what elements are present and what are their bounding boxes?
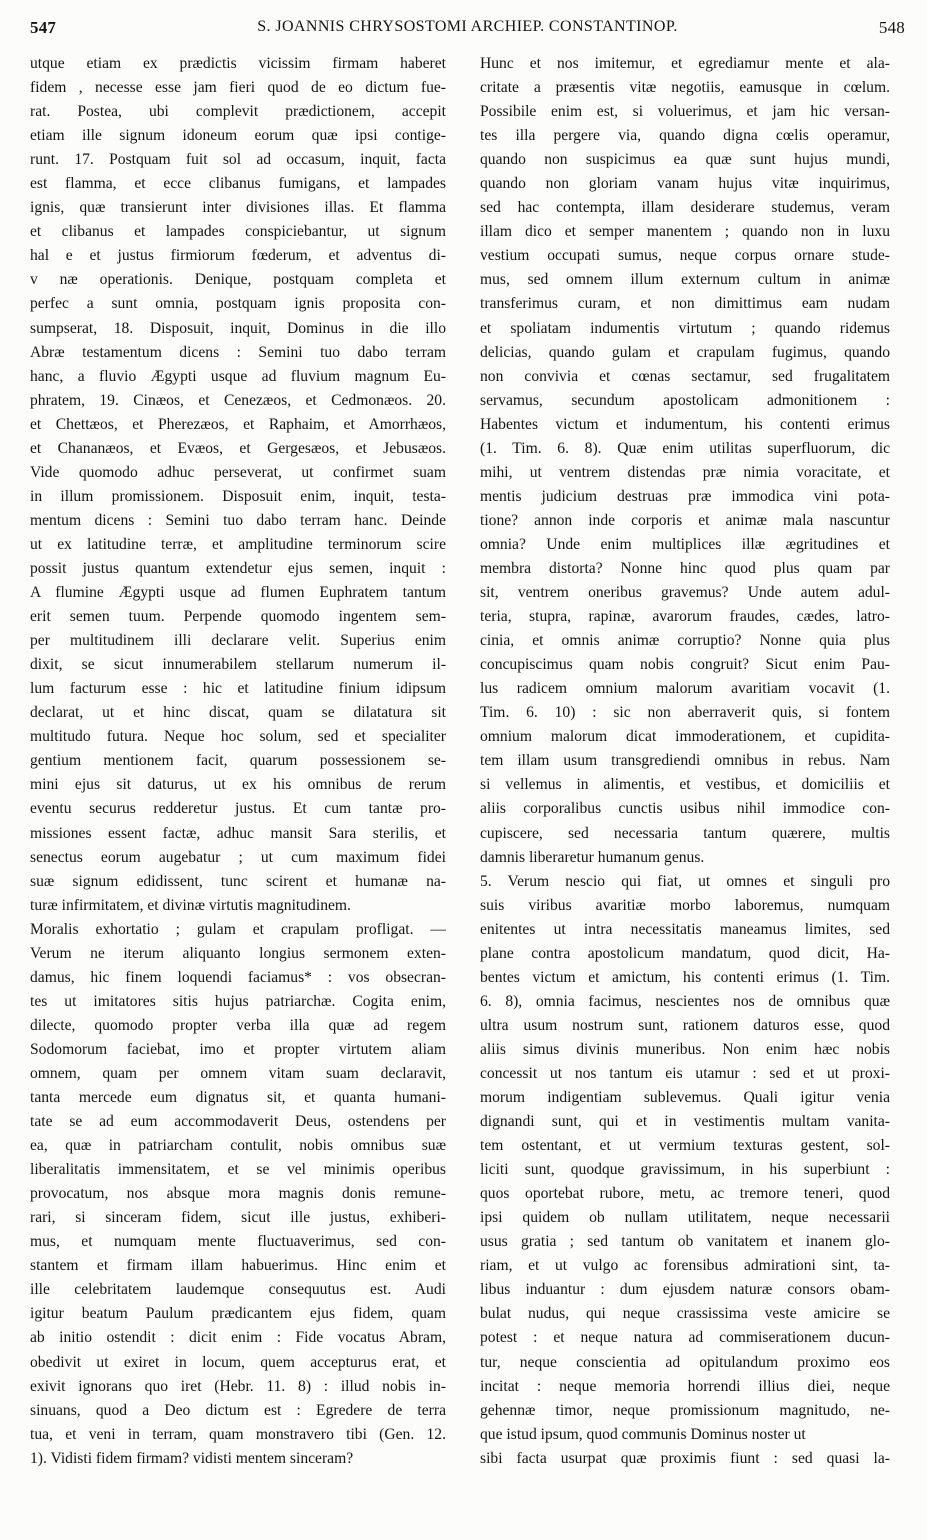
text-line: ultra usum nostrum sunt, rationem daturos esse, quod — [480, 1016, 890, 1034]
text-line: tua, et veni in terram, quam monstravero tibi (Gen. 12. — [30, 1425, 446, 1443]
text-line: est flamma, et ecce clibanus fumigans, et lampades — [30, 175, 446, 193]
text-line: non convivia et cœnas sectamur, sed frugalitatem — [480, 367, 890, 385]
text-line: A flumine Ægypti usque ad flumen Euphratem tantum — [30, 584, 446, 602]
text-line: tem ostentant, et ut vermium texturas gestent, sol- — [480, 1137, 890, 1155]
text-line: cinia, et omnis animæ corruptio? Nonne quia plus — [480, 632, 890, 650]
text-line: sit, ventrem oneribus gravemus? Unde autem adul- — [480, 584, 890, 602]
text-line: et Chettæos, et Pherezæos, et Raphaim, et Amorrhæos, — [30, 415, 446, 433]
text-line: dilecte, quomodo propter verba illa quæ ad regem — [30, 1016, 446, 1034]
text-line: quando non suspicimus ea quæ sunt hujus mundi, — [480, 151, 890, 169]
text-line: suis viribus avaritiæ morbo laboremus, numquam — [480, 896, 890, 914]
text-line: ignis, quæ transierunt inter divisiones illas. Et flamma — [30, 199, 446, 217]
text-line: quando non gloriam vanam hujus vitæ inquirimus, — [480, 175, 890, 193]
text-line: ipsi quidem ob nullam utilitatem, neque necessarii — [480, 1209, 890, 1227]
text-line: senectus eorum augebatur ; ut cum maximum fidei — [30, 848, 446, 866]
text-line: ea, quæ in patriarcham contulit, nobis omnibus suæ — [30, 1137, 446, 1155]
text-line: bentes victum et amictum, his contenti erimus (1. Tim. — [480, 968, 890, 986]
text-line: si vellemus in alimentis, et vestibus, et domiciliis et — [480, 776, 890, 794]
text-line: provocatum, nos absque mora magnis donis remune- — [30, 1185, 446, 1203]
text-line: multitudo futura. Neque hoc solum, sed et specialiter — [30, 728, 446, 746]
text-line: quos oportebat rubore, metu, ac tremore teneri, quod — [480, 1185, 890, 1203]
text-line: illam dico et semper manentem ; quando non in luxu — [480, 223, 890, 241]
text-line: missiones essent factæ, adhuc mansit Sara sterilis, et — [30, 824, 446, 842]
text-line: Tim. 6. 10) : sic non aberraverit quis, si fontem — [480, 704, 890, 722]
text-line: aliis corporalibus cunctis usibus nihil immodice con- — [480, 800, 890, 818]
text-line: tate se ad eum accommodaverit Deus, ostendens per — [30, 1113, 446, 1131]
text-line: phratem, 19. Cinæos, et Cenezæos, et Cedmonæos. 20. — [30, 391, 446, 409]
text-line: servamus, secundum apostolicam admonitionem : — [480, 391, 890, 409]
running-title: S. JOANNIS CHRYSOSTOMI ARCHIEP. CONSTANTINOP. — [257, 18, 678, 35]
text-line: hal e et justus firmiorum fœderum, et adventus di- — [30, 247, 446, 265]
text-line: hanc, a fluvio Ægypti usque ad fluvium magnum Eu- — [30, 367, 446, 385]
text-line: Vide quomodo adhuc perseverat, ut confirmet suam — [30, 463, 446, 481]
text-line: obedivit ut exiret in locum, quem accepturus erat, et — [30, 1353, 446, 1371]
text-line: etiam ille signum idoneum eorum quæ ipsi contige- — [30, 127, 446, 145]
text-line: potest : et neque natura ad commiserationem ducun- — [480, 1329, 890, 1347]
text-line: lus radicem omnium malorum avaritiam vocavit (1. — [480, 680, 890, 698]
text-line: incitat : neque memoria horrendi illius diei, neque — [480, 1377, 890, 1395]
text-line: igitur beatum Paulum prædicantem ejus fidem, quam — [30, 1305, 446, 1323]
text-line: mus, sed omnem illum externum cultum in animæ — [480, 271, 890, 289]
text-line: mentum dicens : Semini tuo dabo terram hanc. Deinde — [30, 511, 446, 529]
text-line: perfec a sunt omnia, postquam ignis proposita con- — [30, 295, 446, 313]
text-line: Habentes victum et indumentum, his contenti erimus — [480, 415, 890, 433]
text-line: lum facturum esse : hic et latitudine finium idipsum — [30, 680, 446, 698]
page-number-right: 548 — [878, 18, 905, 37]
text-line: declarat, ut et hinc discat, quam se dilatatura sit — [30, 704, 446, 722]
text-line: stantem et firmam illam habuerimus. Hinc enim et — [30, 1257, 446, 1275]
text-line: 1). Vidisti fidem firmam? vidisti mentem sinceram? — [30, 1449, 354, 1467]
text-line: critate a præsentis vitæ negotiis, eamusque in cœlum. — [480, 79, 890, 97]
page-number-left: 547 — [30, 18, 57, 37]
text-line: tes illa pergere via, quando digna cœlis operamur, — [480, 127, 890, 145]
text-line: omnia? Unde enim multiplices illæ ægritudines et — [480, 535, 890, 553]
text-line: erit semen tuum. Perpende quomodo ingentem sem- — [30, 608, 446, 626]
text-line: mini ejus sit daturus, ut ex his omnibus de rerum — [30, 776, 446, 794]
text-line: tione? annon inde corporis et animæ mala nascuntur — [480, 511, 890, 529]
text-line: libus induantur : dum ejusdem naturæ consors obam- — [480, 1281, 890, 1299]
text-line: concessit ut nos tantum eis utamur : sed et ut proxi- — [480, 1064, 890, 1082]
text-line: sinuans, quod a Deo dictum est : Egredere de terra — [30, 1401, 446, 1419]
text-line: per multitudinem illi declarare velit. Superius enim — [30, 632, 446, 650]
text-line: transferimus curam, et non dimittimus eam nudam — [480, 295, 890, 313]
text-line: delicias, quando gulam et crapulam fugimus, quando — [480, 343, 890, 361]
text-line: in illum promissionem. Disposuit enim, inquit, testa- — [30, 487, 446, 505]
text-line: ille celebritatem laudemque consequutus est. Audi — [30, 1281, 446, 1299]
text-line: membra distorta? Nonne hinc quod plus quam par — [480, 559, 890, 577]
text-line: Verum ne iterum aliquanto longius sermonem exten- — [30, 944, 446, 962]
text-line: turæ infirmitatem, et divinæ virtutis magnitudinem. — [30, 896, 351, 914]
left-text-column — [30, 52, 446, 1471]
text-line: runt. 17. Postquam fuit sol ad occasum, inquit, facta — [30, 151, 446, 169]
text-line: liciti sunt, quodque gravissimum, in his superbiunt : — [480, 1161, 890, 1179]
text-line: que istud ipsum, quod communis Dominus noster ut — [480, 1425, 806, 1443]
text-line: Abræ testamentum dicens : Semini tuo dabo terram — [30, 343, 446, 361]
text-line: eventu securus redderetur justus. Et cum tantæ pro- — [30, 800, 446, 818]
text-line: utque etiam ex prædictis vicissim firmam haberet — [30, 55, 446, 72]
text-line: Possibile enim est, si voluerimus, et jam hic versan- — [480, 103, 890, 121]
text-line: gentium mentionem facit, quarum possessionem se- — [30, 752, 446, 770]
text-line: dignandi sunt, qui et in vestimentis multam vanita- — [480, 1113, 890, 1131]
text-line: sibi facta usurpat quæ proximis fiunt : sed quasi la- — [480, 1449, 890, 1467]
text-line: liberalitatis immensitatem, et se vel minimis operibus — [30, 1161, 446, 1179]
text-line: et spoliatam indumentis virtutum ; quando ridemus — [480, 319, 890, 337]
running-header — [30, 18, 905, 48]
text-line: ut ex latitudine terræ, et amplitudine terminorum scire — [30, 535, 446, 553]
text-line: plane contra apostolicum mandatum, quod dicit, Ha- — [480, 944, 890, 962]
text-line: omnem, quam per omnem vitam suam declaravit, — [30, 1064, 446, 1082]
text-line: suæ signum edidissent, tunc scirent et humanæ na- — [30, 872, 446, 890]
text-line: sed hac contempta, illam desiderare studemus, veram — [480, 199, 890, 217]
text-line: tur, neque conscientia ad opitulandum proximo eos — [480, 1353, 890, 1371]
text-line: vestium occupati sumus, neque corpus ornare stude- — [480, 247, 890, 265]
text-line: 5. Verum nescio qui fiat, ut omnes et singuli pro — [480, 872, 890, 890]
text-line: riam, et ut vulgo ac forensibus admirationi sint, ta- — [480, 1257, 890, 1275]
text-line: et clibanus et lampades conspiciebantur, ut signum — [30, 223, 446, 241]
text-line: Hunc et nos imitemur, et egrediamur mente et ala- — [480, 55, 890, 72]
text-line: ab initio ostendit : dicit enim : Fide vocatus Abram, — [30, 1329, 446, 1347]
text-line: possit justus quantum extendetur ejus semen, inquit : — [30, 559, 446, 577]
text-line: aliis simus divinis muneribus. Non enim hæc nobis — [480, 1040, 890, 1058]
text-line: rari, si sinceram fidem, sicut ille justus, exhiberi- — [30, 1209, 446, 1227]
text-line: morum indigentiam sublevemus. Quali igitur venia — [480, 1089, 890, 1107]
text-line: exivit ignorans quo iret (Hebr. 11. 8) : illud nobis in- — [30, 1377, 446, 1395]
text-line: tanta mercede eum dignatus sit, et quanta humani- — [30, 1089, 446, 1107]
text-line: damus, hic finem loquendi faciamus* : vos obsecran- — [30, 968, 446, 986]
text-line: omnium malorum dicat immoderationem, et cupidita- — [480, 728, 890, 746]
right-text-column — [480, 52, 890, 1471]
text-line: mihi, ut ventrem distendas præ nimia voracitate, et — [480, 463, 890, 481]
text-line: concupiscimus quam nobis congruit? Sicut enim Pau- — [480, 656, 890, 674]
text-line: usus gratia ; sed tantum ob vanitatem et inanem glo- — [480, 1233, 890, 1251]
text-line: tes ut imitatores sitis hujus patriarchæ. Cogita enim, — [30, 992, 446, 1010]
text-line: (1. Tim. 6. 8). Quæ enim utilitas superfluorum, dic — [480, 439, 890, 457]
text-line: teria, stupra, rapinæ, avarorum fraudes, cædes, latro- — [480, 608, 890, 626]
text-line: enitentes ut intra necessitatis maneamus limites, sed — [480, 920, 890, 938]
text-line: Sodomorum faciebat, imo et propter virtutem aliam — [30, 1040, 446, 1058]
text-line: mentis judicium destruas præ immodica vini pota- — [480, 487, 890, 505]
text-line: tem illam usum transgrediendi omnibus in rebus. Nam — [480, 752, 890, 770]
text-line: dixit, se sicut innumerabilem stellarum numerum il- — [30, 656, 446, 674]
text-line: sumpserat, 18. Disposuit, inquit, Dominus in die illo — [30, 319, 446, 337]
text-line: rat. Postea, ubi complevit prædictionem, accepit — [30, 103, 446, 121]
text-line: Moralis exhortatio ; gulam et crapulam profligat. — — [30, 920, 446, 938]
text-line: et Chananæos, et Evæos, et Gergesæos, et Jebusæos. — [30, 439, 446, 457]
text-line: fidem , necesse esse jam fieri quod de eo dictum fue- — [30, 79, 446, 97]
text-line: mus, et numquam mente fluctuaverimus, sed con- — [30, 1233, 446, 1251]
text-line: gehennæ timor, neque promissionum magnitudo, ne- — [480, 1401, 890, 1419]
text-line: 6. 8), omnia facimus, nescientes nos de omnibus quæ — [480, 992, 890, 1010]
text-line: damnis liberaretur humanum genus. — [480, 848, 705, 866]
text-line: cupiscere, sed necessaria tantum quærere, multis — [480, 824, 890, 842]
text-line: bulat nudus, qui neque crassissima veste amicire se — [480, 1305, 890, 1323]
text-line: v næ operationis. Denique, postquam completa et — [30, 271, 446, 289]
